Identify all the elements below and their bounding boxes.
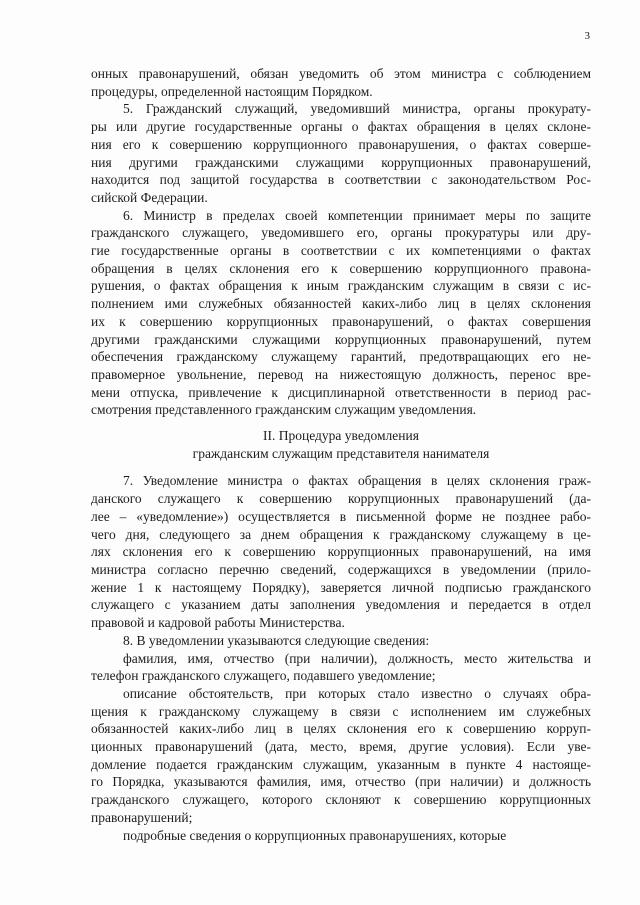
text-line: ры или другие государственные органы о фактах обращения в целях склоне-: [91, 119, 591, 135]
text-line: их к совершению коррупционных правонарушений, о фактах совершения: [91, 313, 591, 329]
text-line: обращения в целях склонения его к совершению коррупционного правона-: [91, 260, 591, 276]
paragraph-p7: [91, 472, 591, 631]
text-line: правовой и кадровой работы Министерства.: [91, 615, 345, 631]
text-line: гражданского служащего, которого склоняют к совершению коррупционных: [91, 792, 591, 808]
section-heading-line-2: гражданским служащим представителя нанимателя: [192, 445, 490, 461]
document-body: [91, 65, 591, 844]
text-line: гие государственные органы в соответствии с их компетенциями о фактах: [91, 243, 591, 259]
text-line: данского служащего к совершению коррупционных правонарушений (да-: [91, 491, 591, 507]
text-line: описание обстоятельств, при которых стало известно о случаях обра-: [123, 685, 591, 701]
text-line: полнением ими служебных обязанностей каких-либо лиц в целях склонения: [91, 296, 591, 312]
text-line: рушения, о фактах обращения к иным гражданским служащим в связи с ис-: [91, 278, 591, 294]
paragraph-p6: [91, 207, 591, 419]
text-line: телефон гражданского служащего, подавшего уведомление;: [91, 668, 436, 684]
page-number: 3: [584, 30, 590, 42]
text-line: гражданского служащего, уведомившего его, органы прокуратуры или дру-: [91, 225, 591, 241]
text-line: сийской Федерации.: [91, 189, 208, 205]
paragraph-p8-b: [91, 685, 591, 827]
text-line: находится под защитой государства в соответствии с законодательством Рос-: [91, 172, 591, 188]
text-line: обязанностей каких-либо лиц в целях склонения его к совершению корруп-: [91, 721, 591, 737]
text-line: лее – «уведомление») осуществляется в письменной форме не позднее рабо-: [91, 508, 591, 524]
text-line: чего дня, следующего за днем обращения к гражданскому служащему в це-: [91, 526, 591, 542]
paragraph-p8-c: [91, 827, 591, 845]
text-part-2: [91, 472, 591, 844]
text-line: 5. Гражданский служащий, уведомивший министра, органы прокурату-: [123, 101, 591, 117]
text-line: ния другими гражданскими служащими коррупционных правонарушений,: [91, 154, 591, 170]
text-line: подробные сведения о коррупционных правонарушениях, которые: [123, 827, 507, 843]
text-line: онных правонарушений, обязан уведомить об этом министра с соблюдением: [91, 66, 591, 81]
text-line: мени отпуска, привлечение к дисциплинарной ответственности в период рас-: [91, 384, 591, 400]
section-heading-line-1: II. Процедура уведомления: [263, 428, 419, 444]
paragraph-p8-a: [91, 650, 591, 685]
text-line: министра согласно перечню сведений, содержащихся в уведомлении (прило-: [91, 561, 591, 577]
paragraph-p-intro: [91, 65, 591, 100]
text-line: ния его к совершению коррупционного правонарушения, о фактах соверше-: [91, 136, 591, 152]
text-line: домление подается гражданским служащим, указанным в пункте 4 настояще-: [91, 756, 591, 772]
text-line: смотрения представленного гражданским служащим уведомления.: [91, 402, 477, 418]
text-line: 8. В уведомлении указываются следующие сведения:: [123, 632, 430, 648]
text-line: жение 1 к настоящему Порядку), заверяется личной подписью гражданского: [91, 579, 591, 595]
text-line: 7. Уведомление министра о фактах обращения в целях склонения граж-: [123, 473, 591, 489]
text-line: щения к гражданскому служащему в связи с исполнением им служебных: [91, 703, 591, 719]
text-line: процедуры, определенной настоящим Порядком.: [91, 83, 373, 99]
text-line: лях склонения его к совершению коррупционных правонарушений, на имя: [91, 544, 591, 560]
text-line: правонарушений;: [91, 809, 193, 825]
text-line: правомерное увольнение, перевод на нижестоящую должность, перенос вре-: [91, 366, 591, 382]
paragraph-p8: [91, 632, 591, 650]
text-line: ционных правонарушений (дата, место, время, другие условия). Если уве-: [91, 739, 591, 755]
text-line: служащего с указанием даты заполнения уведомления и передается в отдел: [91, 597, 591, 613]
text-line: обеспечения гражданскому служащему гарантий, предотвращающих его не-: [91, 349, 591, 365]
text-line: 6. Министр в пределах своей компетенции принимает меры по защите: [123, 207, 591, 223]
text-line: другими гражданскими служащими коррупционных правонарушений, путем: [91, 331, 591, 347]
text-part-1: [91, 65, 591, 419]
paragraph-p5: [91, 100, 591, 206]
text-line: го Порядка, указываются фамилия, имя, отчество (при наличии) и должность: [91, 774, 591, 790]
text-line: фамилия, имя, отчество (при наличии), должность, место жительства и: [123, 650, 591, 666]
